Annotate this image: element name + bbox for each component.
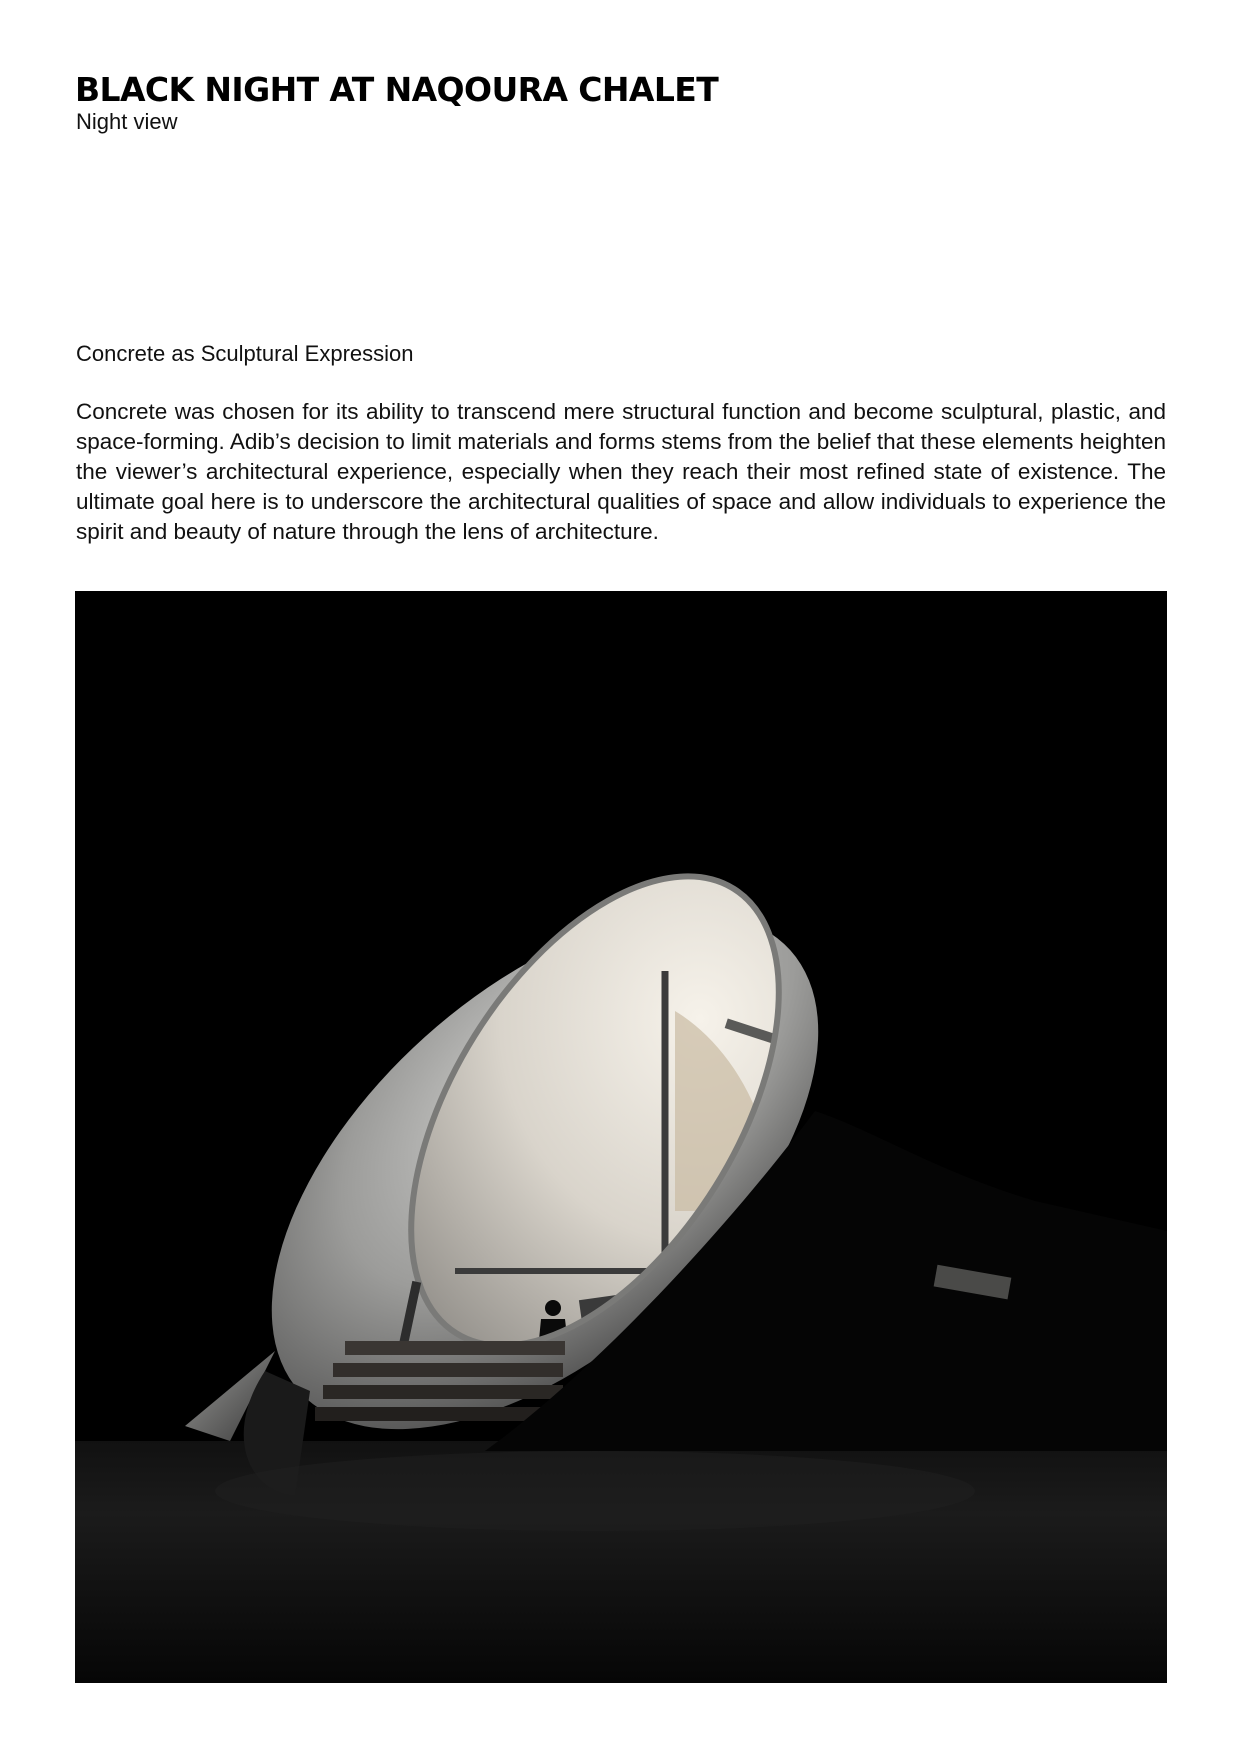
chalet-night-illustration — [75, 591, 1167, 1683]
section-heading: Concrete as Sculptural Expression — [76, 341, 414, 366]
body-paragraph: Concrete was chosen for its ability to transcend mere structural function and become sculptural, plastic, and space-forming. Adib’s decision to limit materials and forms stems from the belief that these elements heighten the viewer’s architectural experience, especially when they reach their most refined state of existence. The ultimate goal here is to underscore the architectural qualities of space and allow individuals to experience the spirit and beauty of nature through the lens of architecture. — [76, 399, 1166, 544]
night-render-image — [75, 591, 1167, 1683]
page-subtitle: Night view — [76, 109, 178, 134]
page-title: BLACK NIGHT AT NAQOURA CHALET — [75, 70, 719, 109]
